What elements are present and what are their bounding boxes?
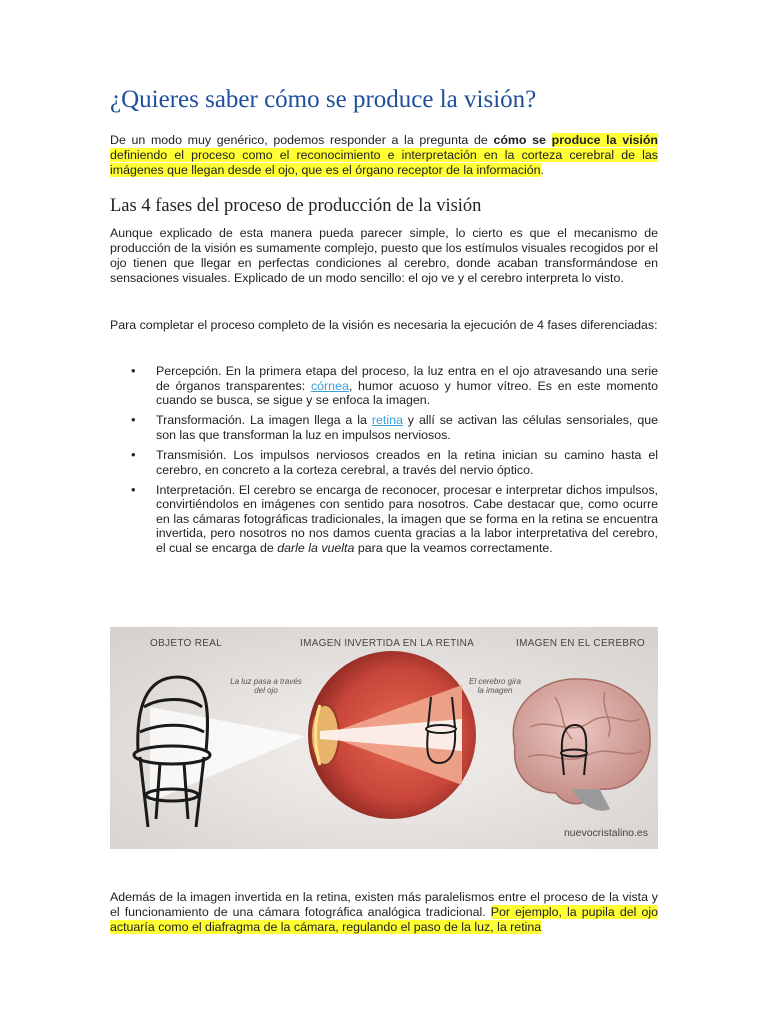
list-item-text: para que la veamos correctamente. [354,541,553,556]
list-item-emphasis: darle la vuelta [277,541,355,556]
list-item-text: Transformación. La imagen llega a la [156,413,372,428]
figure-credit: nuevocristalino.es [563,827,648,839]
intro-paragraph [110,133,658,178]
list-item-text: , humor acuoso y humor vítreo. Es en este momento cuando se busca, se sigue y se enfoca la imagen. [156,378,658,408]
link-retina[interactable]: retina [371,413,403,428]
section-heading: Las 4 fases del proceso de producción de la visión [110,196,482,216]
figure-label-objeto-real: OBJETO REAL [150,638,223,649]
figure-label-imagen-cerebro: IMAGEN EN EL CEREBRO [516,638,645,649]
list-item-text: Interpretación. El cerebro se encarga de reconocer, procesar e interpretar dichos impulsos, convirtiéndolos en imágenes con sentido para nosotros. Cabe destacar que, como ocurre en las cámaras fotográficas tradicionales, la imagen que se forma en la retina se encuentra invertida, pero nosotros no nos damos cuenta gracias a la labor interpretativa del cerebro, el cual se encarga de [156,482,658,556]
intro-text: De un modo muy genérico, podemos responder a la pregunta de [110,133,494,147]
list-item-transformacion [110,413,658,442]
closing-paragraph [110,890,658,935]
intro-end: . [540,163,544,177]
link-cornea[interactable]: córnea [310,378,349,393]
figure-note-line: del ojo [254,686,278,695]
closing-text: Además de la imagen invertida en la retina, existen más paralelismos entre el proceso de la vista y el funcionamiento de una cámara fotográfica analógica tradicional. [110,890,658,919]
figure-note-light [226,677,306,695]
figure-note-line: la imagen [477,686,513,695]
list-item-interpretacion [110,483,658,556]
vision-diagram-svg [110,627,658,849]
closing-highlight: Por ejemplo, la pupila del ojo actuaría como el diafragma de la cámara, regulando el paso de la luz, la retina [110,905,658,934]
eye-cross-section-icon [308,651,476,819]
paragraph-1: Aunque explicado de esta manera pueda parecer simple, lo cierto es que el mecanismo de producción de la visión es sumamente complejo, puesto que los estímulos visuales recogidos por el ojo tienen que llegar en perfectas condiciones al cerebro, donde acaban transformándose en sensaciones visuales. Explicado de un modo sencillo: el ojo ve y el cerebro interpreta lo visto. [110,226,658,285]
figure-label-imagen-invertida: IMAGEN INVERTIDA EN LA RETINA [300,638,475,649]
intro-highlight: definiendo el proceso como el reconocimiento e interpretación en la corteza cerebral de las imágenes que llegan desde el ojo, que es el órgano receptor de la información [110,148,658,177]
list-item-percepcion [110,364,658,408]
list-item-text: y allí se activan las células sensoriales, que son las que transforman la luz en impulsos nerviosos. [156,413,658,442]
list-item-text: Percepción. En la primera etapa del proceso, la luz entra en el ojo atravesando una serie de órganos transparentes: [156,364,658,393]
intro-bold: cómo se [493,133,552,147]
vision-diagram-image [110,627,658,849]
paragraph-2: Para completar el proceso completo de la visión es necesaria la ejecución de 4 fases diferenciadas: [110,318,658,332]
figure-note-line: La luz pasa a través [230,677,302,686]
phases-list [110,364,658,561]
page-title: ¿Quieres saber cómo se produce la visión? [110,86,537,113]
intro-bold-highlight: produce la visión [551,133,658,147]
figure-note-brain [460,677,530,695]
list-item-transmision: • Transmisión. Los impulsos nerviosos creados en la retina inician su camino hasta el cerebro, en concreto a la corteza cerebral, a través del nervio óptico. [110,448,658,477]
figure-note-line: El cerebro gira [468,677,522,686]
